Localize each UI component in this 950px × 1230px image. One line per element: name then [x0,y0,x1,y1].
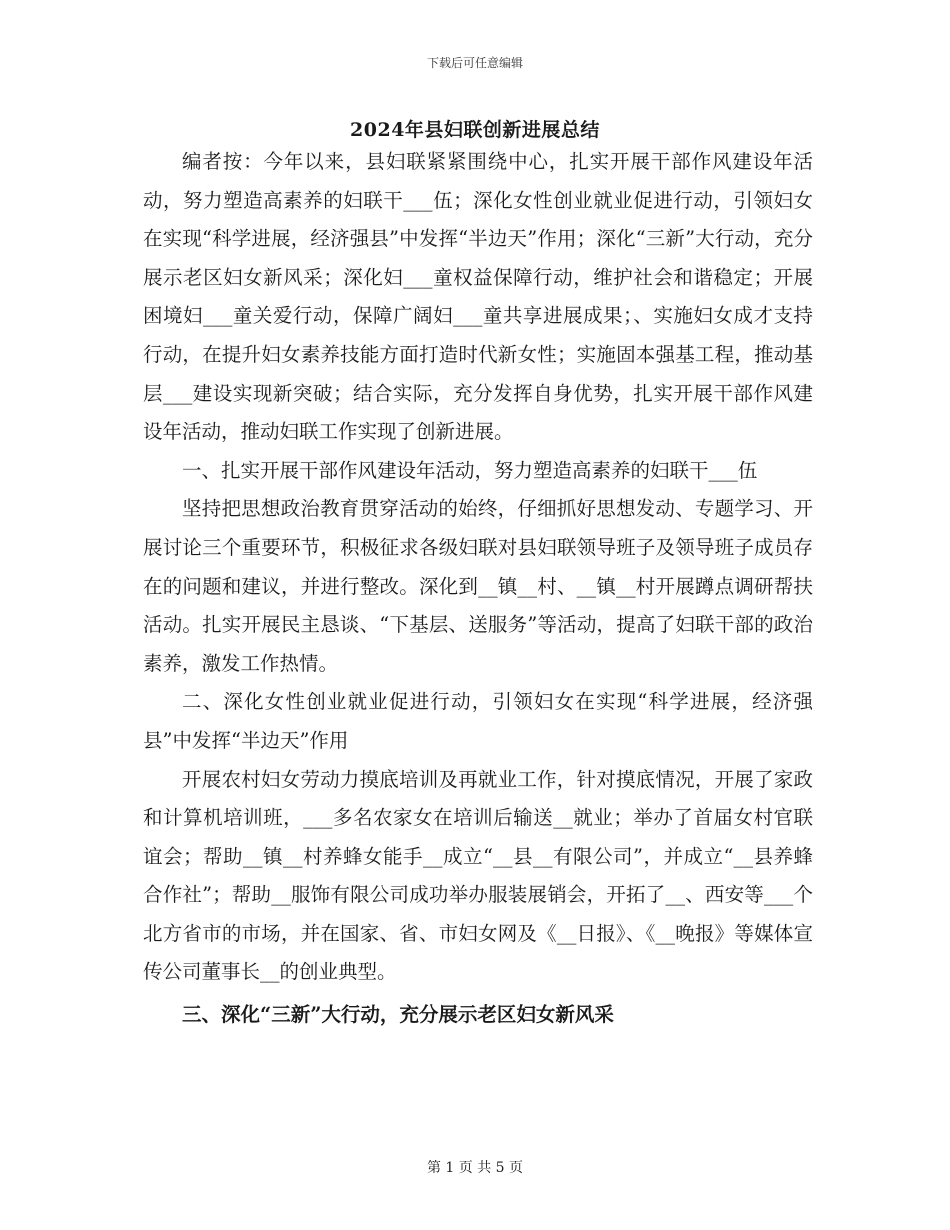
section-2-paragraph: 开展农村妇女劳动力摸底培训及再就业工作，针对摸底情况，开展了家政和计算机培训班，___多名农家女在培训后输送__就业；举办了首届女村官联谊会；帮助__镇__村养蜂女能手__成立“__县__有限公司”，并成立“__县养蜂合作社”；帮助__服饰有限公司成功举办服装展销会，开拓了__、西安等___个北方省市的市场，并在国家、省、市妇女网及《__日报》、《__晚报》等媒体宣传公司董事长__的创业典型。 [143,767,813,984]
section-heading-2: 二、深化女性创业就业促进行动，引领妇女在实现“科学进展，经济强县”中发挥“半边天”作用 [143,690,813,752]
section-heading-1: 一、扎实开展干部作风建设年活动，努力塑造高素养的妇联干___伍 [182,458,758,482]
header-note: 下载后可任意编辑 [426,56,523,70]
section-1-paragraph: 坚持把思想政治教育贯穿活动的始终，仔细抓好思想发动、专题学习、开展讨论三个重要环节，积极征求各级妇联对县妇联领导班子及领导班子成员存在的问题和建议，并进行整改。深化到__镇__村、__镇__村开展蹲点调研帮扶活动。扎实开展民主恳谈、“下基层、送服务”等活动，提高了妇联干部的政治素养，激发工作热情。 [143,497,813,675]
document-body [143,143,813,1035]
document-title: 2024年县妇联创新进展总结 [350,119,600,141]
section-heading-3: 三、深化“三新”大行动，充分展示老区妇女新风采 [182,1003,614,1027]
editor-note-paragraph: 编者按：今年以来，县妇联紧紧围绕中心，扎实开展干部作风建设年活动，努力塑造高素养的妇联干___伍；深化女性创业就业促进行动，引领妇女在实现“科学进展，经济强县”中发挥“半边天”作用；深化“三新”大行动，充分展示老区妇女新风采；深化妇___童权益保障行动，维护社会和谐稳定；开展困境妇___童关爱行动，保障广阔妇___童共享进展成果；、实施妇女成才支持行动，在提升妇女素养技能方面打造时代新女性；实施固本强基工程，推动基层___建设实现新突破；结合实际，充分发挥自身优势，扎实开展干部作风建设年活动，推动妇联工作实现了创新进展。 [143,150,813,444]
page-number: 第 1 页 共 5 页 [426,1160,524,1176]
